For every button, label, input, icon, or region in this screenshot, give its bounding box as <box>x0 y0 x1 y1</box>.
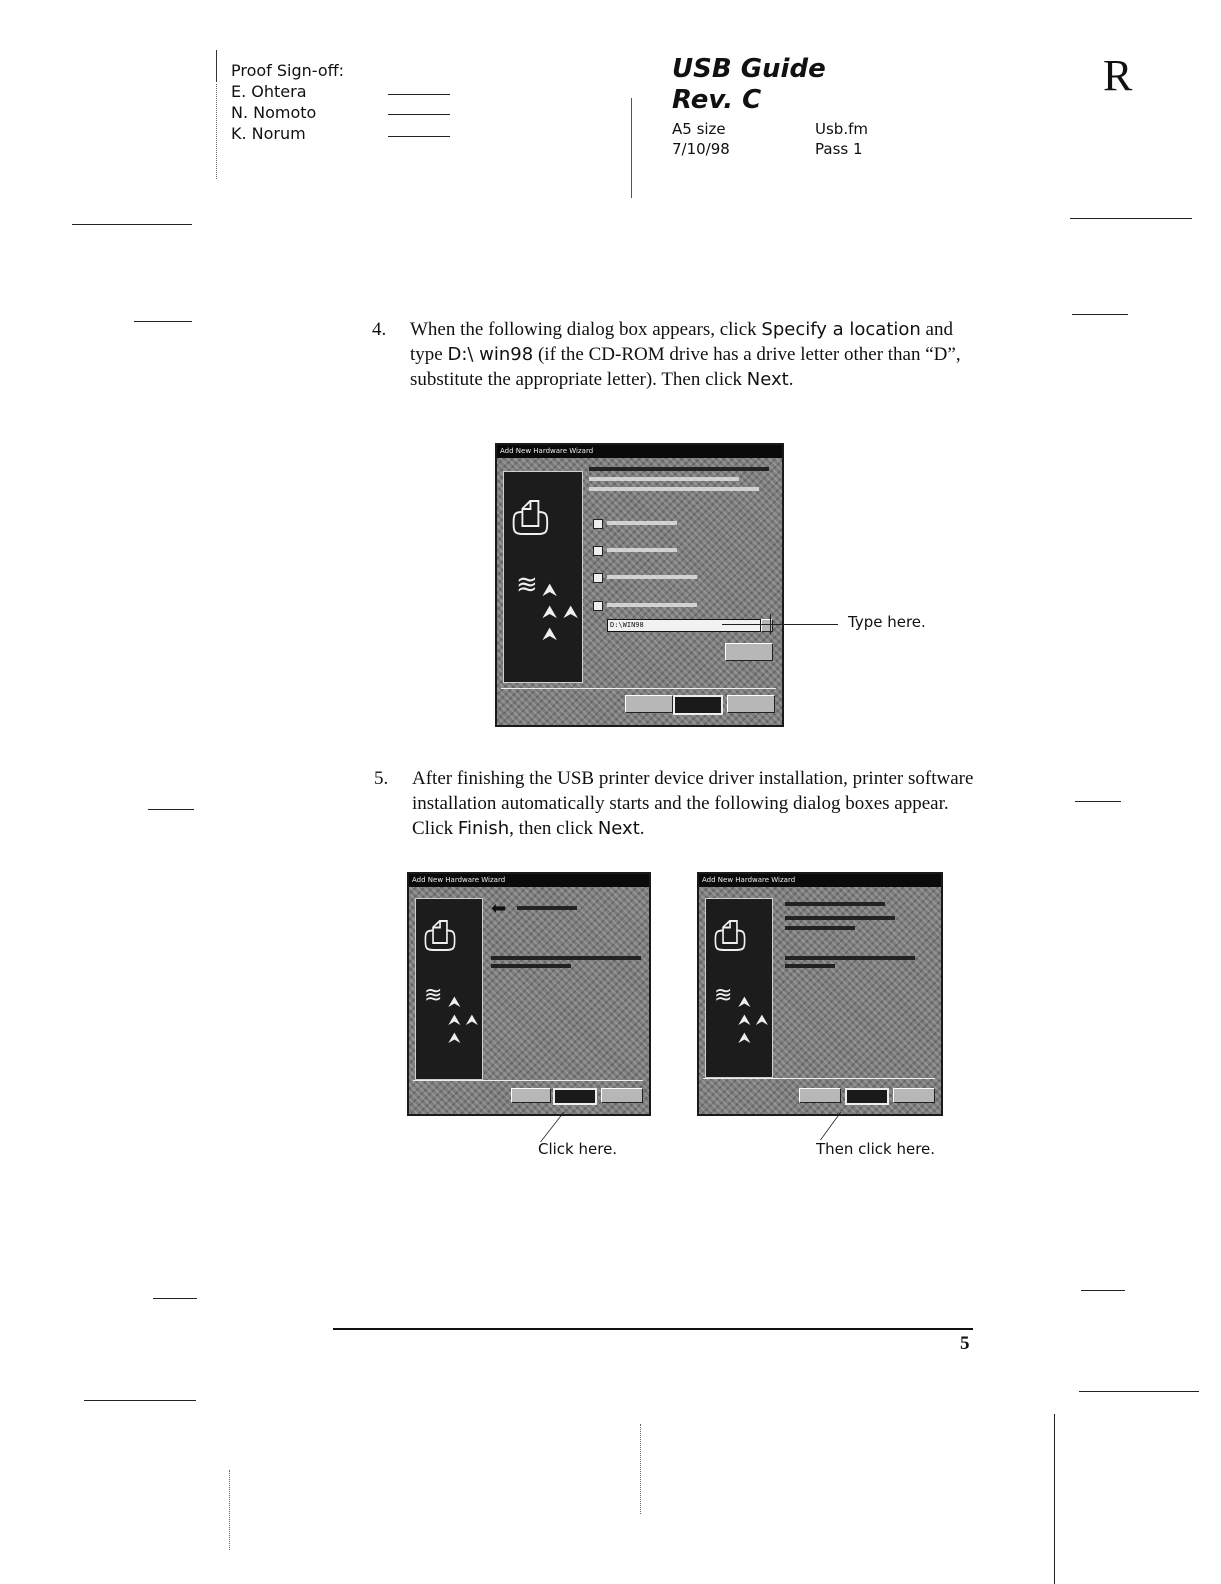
revision-date: 7/10/98 <box>672 140 730 158</box>
dialog-finish-screenshot <box>407 872 651 1116</box>
signer-1: E. Ohtera <box>231 82 307 101</box>
step-4-text-2: and type <box>410 319 953 365</box>
dialog-2-device-name <box>517 906 577 910</box>
dialog-2-text-line <box>491 964 571 968</box>
step-4-text-4: . <box>788 369 794 390</box>
dialog-3-back-button[interactable] <box>799 1088 841 1103</box>
step-4-text-1: When the following dialog box appears, click <box>410 319 762 340</box>
dialog-2-finish-button[interactable] <box>553 1088 597 1105</box>
dialog-3-text-line <box>785 902 885 906</box>
signature-line-1 <box>388 94 450 95</box>
signature-line-3 <box>388 136 450 137</box>
dialog-1-text-line <box>589 487 759 491</box>
then-click-here-leader-line <box>820 1112 867 1140</box>
dialog-2-wizard-art <box>415 898 483 1080</box>
dialog-1-text-line <box>607 521 677 525</box>
printer-illustration-icon: ⎙ <box>512 490 549 544</box>
printer-illustration-icon: ⎙ <box>714 913 746 959</box>
source-file: Usb.fm <box>815 120 868 138</box>
arrow-illustration-icon: ⮝ ⮝ ⮝ ⮝ <box>448 993 479 1047</box>
crop-mark-right-3 <box>1081 1290 1125 1291</box>
crop-mark-bottom-dotted-left <box>229 1470 230 1550</box>
dialog-1-dropdown-button[interactable] <box>761 619 773 632</box>
step-4 <box>372 317 970 392</box>
dialog-1-text-line <box>607 603 697 607</box>
arrow-illustration-icon: ⮝ ⮝ ⮝ ⮝ <box>542 580 579 645</box>
crop-mark-top-right <box>1070 218 1192 219</box>
type-here-leader-line <box>722 624 838 625</box>
dialog-1-checkbox-cdrom[interactable] <box>593 546 603 556</box>
step-5-text-2: , then click <box>509 818 598 839</box>
corner-registration-mark: R <box>1103 51 1133 100</box>
step-4-text-3: (if the CD-ROM drive has a drive letter other than “D”, substitute the appropriate letter). Then click <box>410 344 961 390</box>
disk-illustration-icon: ≋ <box>714 983 733 1008</box>
dialog-1-text-line <box>589 477 739 481</box>
dialog-1-text-line <box>607 575 697 579</box>
page-size: A5 size <box>672 120 726 138</box>
step-4-ui-specify-location: Specify a location <box>761 319 921 340</box>
dialog-2-titlebar: Add New Hardware Wizard <box>409 874 649 887</box>
printer-illustration-icon: ⎙ <box>424 913 456 959</box>
type-here-callout: Type here. <box>848 613 926 631</box>
signer-3: K. Norum <box>231 124 306 143</box>
dialog-1-text-line <box>607 548 677 552</box>
dialog-2-back-button[interactable] <box>511 1088 551 1103</box>
dialog-1-browse-button[interactable] <box>725 643 773 661</box>
step-5-text-3: . <box>639 818 645 839</box>
dialog-3-text-line <box>785 926 855 930</box>
click-here-callout: Click here. <box>538 1140 618 1158</box>
crop-mark-left-2 <box>148 809 194 810</box>
dialog-1-cancel-button[interactable] <box>727 695 775 713</box>
step-5-ui-finish: Finish <box>457 818 510 839</box>
header-center-rule <box>631 98 632 198</box>
signer-2: N. Nomoto <box>231 103 317 122</box>
back-arrow-icon: ⬅ <box>491 898 507 919</box>
dialog-1-back-button[interactable] <box>625 695 673 713</box>
step-5-text-1: After finishing the USB printer device driver installation, printer software installation automatically starts and the following dialog boxes appear. Click <box>412 768 974 839</box>
crop-mark-top-left <box>72 224 192 225</box>
then-click-here-callout: Then click here. <box>816 1140 936 1158</box>
signoff-label: Proof Sign-off: <box>231 61 345 80</box>
crop-mark-right-2 <box>1075 801 1121 802</box>
signoff-dotted-rule <box>216 84 217 179</box>
disk-illustration-icon: ≋ <box>516 570 538 600</box>
type-here-leader-tick <box>770 614 771 634</box>
dialog-3-next-button[interactable] <box>845 1088 889 1105</box>
arrow-illustration-icon: ⮝ ⮝ ⮝ ⮝ <box>738 993 769 1047</box>
dialog-1-instruction-line <box>589 467 769 471</box>
step-4-ui-path: D:\ win98 <box>447 344 534 365</box>
dialog-specify-location-screenshot <box>495 443 784 727</box>
click-here-leader-line <box>540 1112 590 1142</box>
footer-rule <box>333 1328 973 1330</box>
crop-mark-right-1 <box>1072 314 1128 315</box>
dialog-1-titlebar: Add New Hardware Wizard <box>497 445 782 458</box>
crop-mark-bottom-left <box>84 1400 196 1401</box>
dialog-1-location-field[interactable]: D:\WIN98 <box>607 619 761 632</box>
crop-mark-bottom-dotted-center <box>640 1424 641 1514</box>
dialog-1-separator <box>501 688 776 689</box>
step-4-ui-next: Next <box>746 369 789 390</box>
dialog-3-titlebar: Add New Hardware Wizard <box>699 874 941 887</box>
dialog-2-text-line <box>491 956 641 960</box>
dialog-3-wizard-art <box>705 898 773 1078</box>
step-5-number: 5. <box>374 768 389 789</box>
crop-mark-bottom-right <box>1079 1391 1199 1392</box>
dialog-next-screenshot <box>697 872 943 1116</box>
crop-mark-left-1 <box>134 321 192 322</box>
dialog-1-wizard-art <box>503 471 583 683</box>
dialog-3-text-line <box>785 956 915 960</box>
dialog-2-cancel-button[interactable] <box>601 1088 643 1103</box>
dialog-1-checkbox-specify-location[interactable] <box>593 601 603 611</box>
signature-line-2 <box>388 114 450 115</box>
dialog-2-separator <box>413 1080 643 1081</box>
step-5-ui-next: Next <box>597 818 640 839</box>
dialog-1-next-button[interactable] <box>673 695 723 715</box>
step-5 <box>374 766 977 841</box>
dialog-1-checkbox-update[interactable] <box>593 573 603 583</box>
crop-mark-left-3 <box>153 1298 197 1299</box>
step-4-number: 4. <box>372 319 387 340</box>
signoff-left-rule <box>216 50 217 82</box>
crop-mark-bottom-right-vertical <box>1054 1414 1055 1584</box>
dialog-3-separator <box>703 1078 935 1079</box>
disk-illustration-icon: ≋ <box>424 983 443 1008</box>
dialog-3-cancel-button[interactable] <box>893 1088 935 1103</box>
proof-pass: Pass 1 <box>815 140 863 158</box>
dialog-3-text-line <box>785 916 895 920</box>
document-title: USB Guide <box>672 54 826 84</box>
dialog-3-text-line <box>785 964 835 968</box>
page-number: 5 <box>960 1333 970 1354</box>
dialog-1-checkbox-floppy[interactable] <box>593 519 603 529</box>
document-revision: Rev. C <box>672 85 762 115</box>
proof-signoff-block <box>231 60 344 144</box>
